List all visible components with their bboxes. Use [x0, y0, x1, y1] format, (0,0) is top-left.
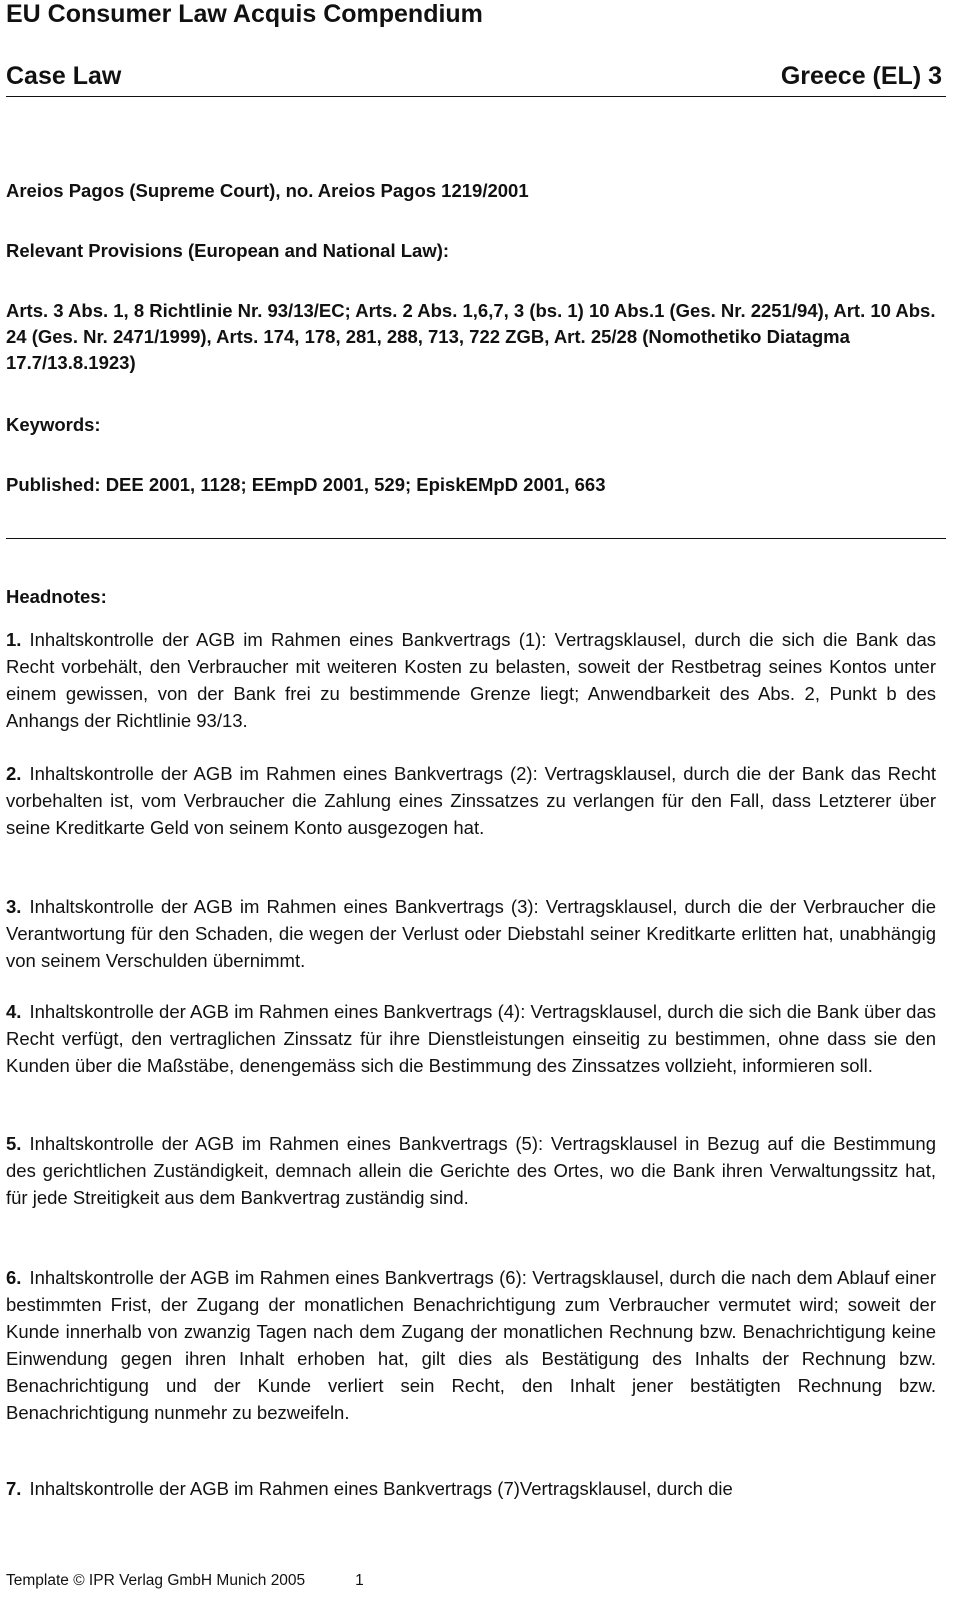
headnote-item: [6, 760, 936, 841]
headnote-text: Inhaltskontrolle der AGB im Rahmen eines Bankvertrags (5): Vertragsklausel in Bezug auf die Bestimmung des gerichtlichen Zuständigkeit, demnach allein die Gerichte des Ortes, wo die Bank ihren Verwaltungssitz hat, für jede Streitigkeit aus dem Bankvertrag zuständig sind.: [6, 1133, 936, 1208]
provisions-text: Arts. 3 Abs. 1, 8 Richtlinie Nr. 93/13/EC; Arts. 2 Abs. 1,6,7, 3 (bs. 1) 10 Abs.1 (Ges. Nr. 2251/94), Art. 10 Abs. 24 (Ges. Nr. 2471/1999), Arts. 174, 178, 281, 288, 713, 722 ZGB, Art. 25/28 (Nomothetiko Diatagma 17.7/13.8.1923): [6, 300, 936, 373]
headnote-text: Inhaltskontrolle der AGB im Rahmen eines Bankvertrags (1): Vertragsklausel, durch die sich die Bank das Recht vorbehält, den Verbraucher mit weiteren Kosten zu belasten, soweit der Restbetrag seines Kontos unter einem gewissen, von der Bank frei zu bestimmende Grenze liegt; Anwendbarkeit des Abs. 2, Punkt b des Anhangs der Richtlinie 93/13.: [6, 629, 936, 731]
keywords-label: Keywords:: [6, 414, 101, 435]
headnote-number: 7.: [6, 1478, 22, 1499]
section-divider: [6, 538, 946, 539]
headnote-item: [6, 1264, 936, 1426]
relevant-provisions-label: Relevant Provisions (European and National Law):: [6, 240, 450, 261]
published-line: Published: DEE 2001, 1128; EEmpD 2001, 529; EpiskEMpD 2001, 663: [6, 474, 606, 495]
headnote-text: Inhaltskontrolle der AGB im Rahmen eines Bankvertrags (2): Vertragsklausel, durch die der Bank das Recht vorbehalten ist, vom Verbraucher die Zahlung eines Zinssatzes zu verlangen für den Fall, dass Letzterer über seine Kreditkarte Geld von seinem Konto ausgezogen hat.: [6, 763, 936, 838]
headnote-item: [6, 1475, 936, 1502]
headnote-number: 5.: [6, 1133, 22, 1154]
headnote-number: 2.: [6, 763, 22, 784]
headnote-number: 4.: [6, 1001, 22, 1022]
header-divider: [6, 96, 946, 97]
headnote-item: [6, 626, 936, 734]
headnote-text: Inhaltskontrolle der AGB im Rahmen eines Bankvertrags (6): Vertragsklausel, durch die nach dem Ablauf einer bestimmten Frist, der Zugang der monatlichen Benachrichtigung zum Verbraucher vermutet wird; soweit der Kunde innerhalb von zwanzig Tagen nach dem Zugang der monatlichen Rechnung bzw. Benachrichtigung keine Einwendung gegen ihren Inhalt erhoben hat, gilt dies als Bestätigung des Inhalts der Rechnung bzw. Benachrichtigung und der Kunde verliert sein Recht, den Inhalt jener bestätigten Rechnung bzw. Benachrichtigung nunmehr zu bezweifeln.: [6, 1267, 936, 1423]
headnote-text: Inhaltskontrolle der AGB im Rahmen eines Bankvertrags (7)Vertragsklausel, durch die: [29, 1478, 733, 1499]
headnotes-label: Headnotes:: [6, 586, 107, 607]
headnote-number: 6.: [6, 1267, 22, 1288]
page-footer: [6, 1572, 364, 1590]
headnote-item: [6, 893, 936, 974]
section-heading: Case Law: [6, 62, 122, 90]
headnote-number: 3.: [6, 896, 22, 917]
court-line: Areios Pagos (Supreme Court), no. Areios Pagos 1219/2001: [6, 180, 529, 201]
country-page-heading: Greece (EL) 3: [780, 62, 942, 90]
footer-copyright: Template © IPR Verlag GmbH Munich 2005: [6, 1572, 306, 1589]
document-title: EU Consumer Law Acquis Compendium: [6, 0, 483, 28]
headnote-item: [6, 998, 936, 1079]
headnote-number: 1.: [6, 629, 22, 650]
headnote-item: [6, 1130, 936, 1211]
footer-page-number: 1: [355, 1572, 364, 1589]
headnote-text: Inhaltskontrolle der AGB im Rahmen eines Bankvertrags (3): Vertragsklausel, durch die der Verbraucher die Verantwortung für den Schaden, die wegen der Verlust oder Diebstahl seiner Kreditkarte erlitten hat, unabhängig von seinem Verschulden übernimmt.: [6, 896, 936, 971]
headnote-text: Inhaltskontrolle der AGB im Rahmen eines Bankvertrags (4): Vertragsklausel, durch die sich die Bank über das Recht verfügt, den vertraglichen Zinssatz für ihre Dienstleistungen einseitig zu bestimmen, ohne dass sie den Kunden über die Maßstäbe, denengemäss sich die Bestimmung des Zinssatzes vollzieht, informieren soll.: [6, 1001, 936, 1076]
